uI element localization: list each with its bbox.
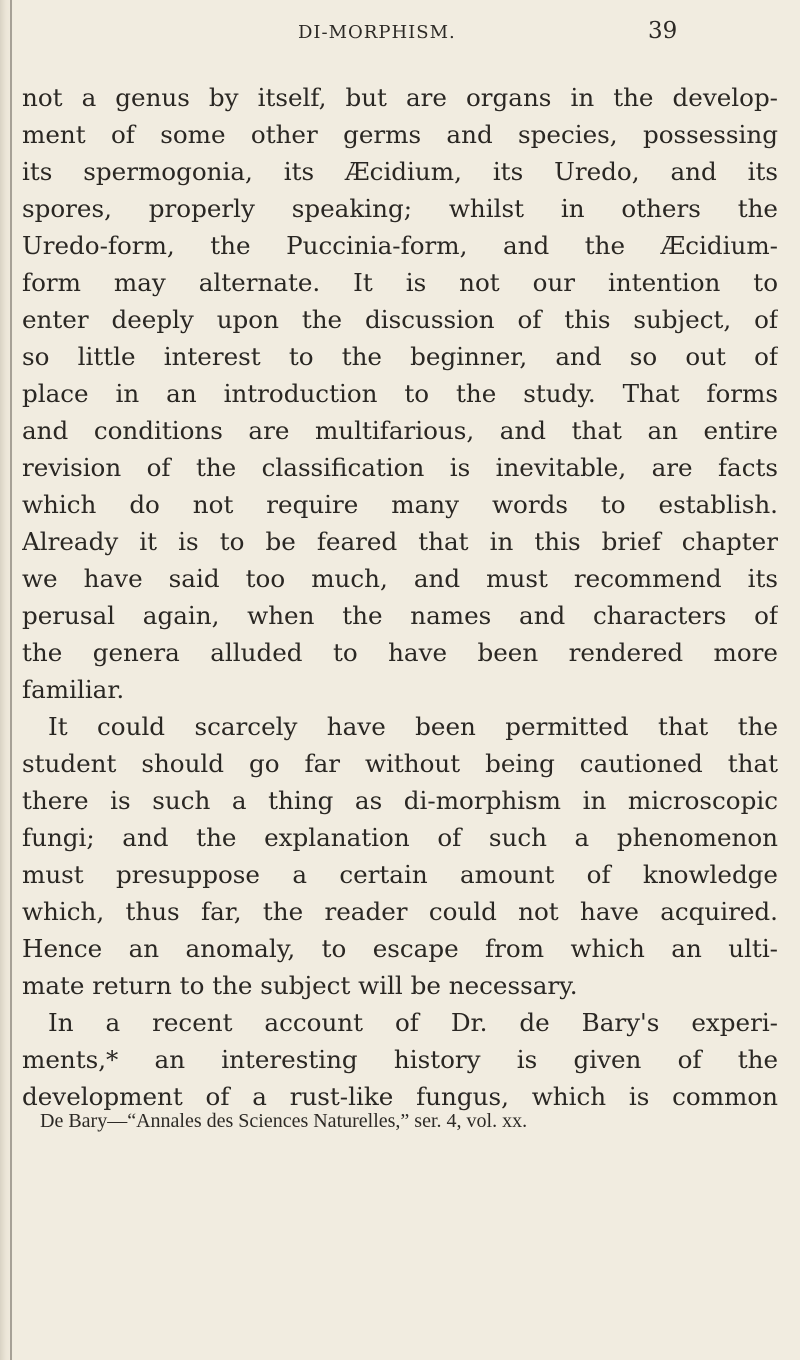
text-line: development of a rust-like fungus, which is common (22, 1082, 778, 1111)
page-binding-rule (10, 0, 12, 1360)
running-head: DI-MORPHISM. (298, 22, 456, 43)
text-line: its spermogonia, its Æcidium, its Uredo, and its (22, 157, 778, 186)
text-line: perusal again, when the names and characters of (22, 601, 778, 630)
text-line: enter deeply upon the discussion of this subject, of (22, 305, 778, 334)
text-line: which do not require many words to establish. (22, 490, 778, 519)
text-line: there is such a thing as di-morphism in microscopic (22, 786, 778, 815)
text-line: not a genus by itself, but are organs in the develop- (22, 83, 778, 112)
text-line-paragraph-start: It could scarcely have been permitted that the (48, 712, 778, 741)
text-line: which, thus far, the reader could not have acquired. (22, 897, 778, 926)
page-number: 39 (648, 18, 678, 44)
text-line-paragraph-start: In a recent account of Dr. de Bary's experi- (48, 1008, 778, 1037)
text-line: revision of the classification is inevitable, are facts (22, 453, 778, 482)
text-line-paragraph-end: mate return to the subject will be necessary. (22, 971, 578, 1000)
text-line: and conditions are multifarious, and that an entire (22, 416, 778, 445)
text-line: form may alternate. It is not our intention to (22, 268, 778, 297)
page-header (0, 18, 800, 58)
text-line: fungi; and the explanation of such a phenomenon (22, 823, 778, 852)
text-line-paragraph-end: familiar. (22, 675, 125, 704)
footnote: De Bary—“Annales des Sciences Naturelles,” ser. 4, vol. xx. (40, 1110, 528, 1132)
text-line: ments,* an interesting history is given of the (22, 1045, 778, 1074)
text-line: ment of some other germs and species, possessing (22, 120, 778, 149)
text-line: so little interest to the beginner, and so out of (22, 342, 778, 371)
text-line: Uredo-form, the Puccinia-form, and the Æcidium- (22, 231, 778, 260)
text-line: Already it is to be feared that in this brief chapter (22, 527, 778, 556)
text-line: place in an introduction to the study. That forms (22, 379, 778, 408)
text-line: Hence an anomaly, to escape from which an ulti- (22, 934, 778, 963)
text-line: must presuppose a certain amount of knowledge (22, 860, 778, 889)
body-text (22, 79, 778, 1115)
text-line: the genera alluded to have been rendered more (22, 638, 778, 667)
text-line: spores, properly speaking; whilst in others the (22, 194, 778, 223)
text-line: we have said too much, and must recommend its (22, 564, 778, 593)
text-line: student should go far without being cautioned that (22, 749, 778, 778)
